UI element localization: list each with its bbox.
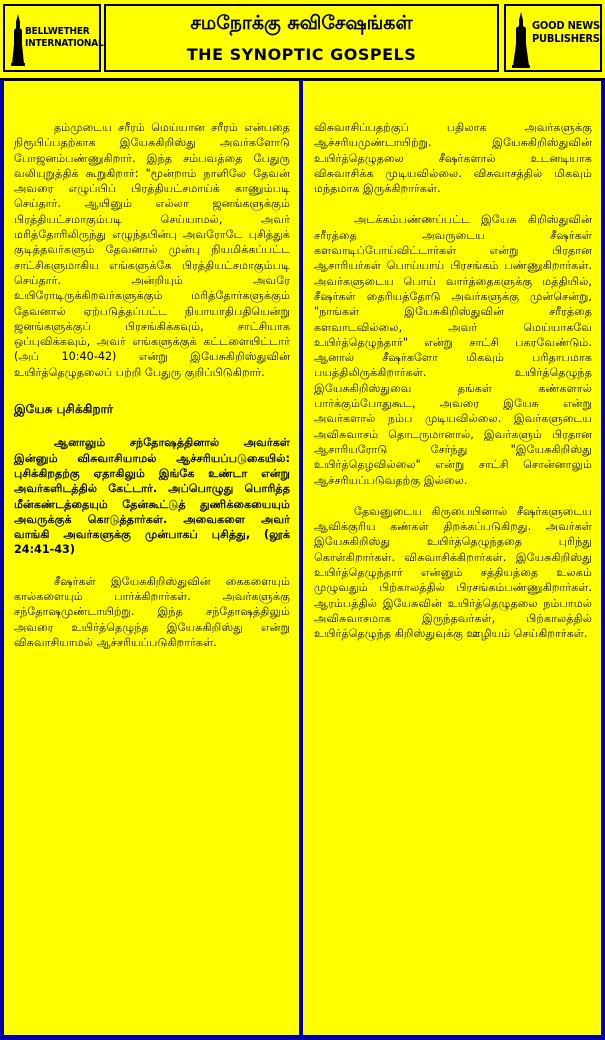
- right-border: [601, 80, 605, 1040]
- left-border: [0, 80, 4, 1040]
- good-news-logo-text: GOOD NEWS PUBLISHERS: [532, 19, 600, 45]
- paragraph: தம்முடைய சரீரம் மெய்யான சரீரம் என்பதை நிரூபிப்பதற்காக இயேசுகிறிஸ்து அவர்களோடு போஜனம்பண்ணுகிறார். இந்த சம்பவத்தை பேதுரு வலியுறுத்திக் கூறுகிறார்: "மூன்றாம் நாளிலே தேவன் அவரை எழுப்பிப் பிரத்தியட்சமாய்க் காணும்படி செய்தார். ஆயினும் எல்லா ஜனங்களுக்கும் பிரத்தியட்சமாகும்படி செய்யாமல், அவர் மரித்தோரிலிருந்து எழுந்தபின்பு அவரோடே புசித்துக் குடித்தவர்களும் தேவனால் முன்பு நியமிக்கப்பட்ட சாட்சிகளுமாகிய எங்களுக்கே பிரத்தியட்சமாகும்படி செய்தார். அன்றியும் அவரே உயிரோடிருக்கிறவர்களுக்கும் மரித்தோர்களுக்கும் தேவனால் ஏற்படுத்தப்பட்ட நியாயாதிபதியென்று ஜனங்களுக்குப் பிரசங்கிக்கவும், சாட்சியாக ஒப்புவிக்கவும், அவர் எங்களுக்குக் கட்டளையிட்டார் (அப் 10:40-42) என்று இயேசுகிறிஸ்துவின் உயிர்த்தெழுதலைப் பற்றி பேதுரு குறிப்பிடுகிறார்.: [14, 121, 290, 379]
- section-heading: இயேசு புசிக்கிறார்: [14, 402, 114, 417]
- header: [0, 0, 605, 81]
- page-title-tamil: சமநோக்கு சுவிசேஷங்கள்: [190, 12, 413, 34]
- bellwether-logo-text: BELLWETHER INTERNATIONAL: [25, 26, 104, 49]
- tower-icon: [512, 12, 530, 68]
- title-box: [104, 4, 499, 72]
- good-news-logo: [504, 4, 602, 72]
- paragraph: தேவனுடைய கிருபையினால் சீஷர்களுடைய ஆவிக்குரிய கண்கள் திறக்கப்படுகிறது. அவர்கள் இயேசுகிறிஸ்து உயிர்த்தெழுந்ததை புரிந்து கொள்கிறார்கள். விசுவாசிக்கிறார்கள். இயேசுகிறிஸ்து உயிர்த்தெழுந்தார் என்னும் சத்தியத்தை உலகம் முழுவதும் பிற்காலத்தில் பிரசங்கம்பண்ணுகிறார்கள். ஆரம்பத்தில் இயேசுவின் உயிர்த்தெழுதலை நம்பாமல் அவிசுவாசமாக இருந்தவர்கள், பிற்காலத்தில் உயிர்த்தெழுந்த கிறிஸ்துவுக்கு ஊழியம் செய்கிறார்கள்.: [314, 504, 592, 641]
- paragraph: விசுவாசிப்பதற்குப் பதிலாக அவர்களுக்கு ஆச்சரியமுண்டாயிற்று. இயேசுகிறிஸ்துவின் உயிர்த்தெழுதலை சீஷர்களால் உடனடியாக விசுவாசிக்க முடியவில்லை. விசுவாசத்தில் மிகவும் மந்தமாக இருக்கிறார்கள்.: [314, 121, 592, 196]
- scripture-quote: ஆனாலும் சந்தோஷத்தினால் அவர்கள் இன்னும் விசுவாசியாமல் ஆச்சரியப்படுகையில்: புசிக்கிறதற்கு ஏதாகிலும் இங்கே உண்டா என்று அவர்களிடத்தில் கேட்டார். அப்பொழுது பொரித்த மீன்கண்டத்தையும் தேன்கூட்டுத் துணிக்கையையும் அவருக்குக் கொடுத்தார்கள். அவைகளை அவர் வாங்கி அவர்களுக்கு முன்பாகப் புசித்து, (லூக் 24:41-43): [14, 436, 290, 557]
- paragraph: சீஷர்கள் இயேசுகிறிஸ்துவின் கைகளையும் கால்களையும் பார்க்கிறார்கள். அவர்களுக்கு சந்தோஷமுண்டாயிற்று. இந்த சந்தோஷத்திலும் அவரை உயிர்த்தெழுந்த இயேசுகிறிஸ்து என்று விசுவாசியாமல் ஆச்சரியப்படுகிறார்கள்.: [14, 574, 290, 649]
- left-column: [14, 120, 290, 666]
- tower-icon: [11, 14, 25, 66]
- bottom-border: [0, 1035, 605, 1040]
- bellwether-logo: [3, 4, 104, 72]
- center-divider: [299, 80, 303, 1040]
- right-column: [314, 120, 592, 658]
- paragraph: அடக்கம்பண்ணப்பட்ட இயேசு கிறிஸ்துவின் சரீரத்தை அவருடைய சீஷர்கள் களவாடிப்போய்விட்டார்கள் என்று பிரதான ஆசாரியர்கள் பொய்யாய் பிரசங்கம் பண்ணுகிறார்கள். அவர்களுடைய பொய் வார்த்தைகளுக்கு மத்தியில், சீஷர்கள் தைரியத்தோடு அவர்களுக்கு முன்சென்று, "நாங்கள் இயேசுகிறிஸ்துவின் சரீரத்தை களவாடவில்லை, அவர் மெய்யாகவே உயிர்த்தெழுந்தார்" என்று சாட்சி பகரவேண்டும். ஆனால் சீஷர்களோ மிகவும் பரிதாபமாக பயத்திலிருக்கிறார்கள். உயிர்த்தெழுந்த இயேசுகிறிஸ்துவை தங்கள் கண்களால் பார்க்கும்போதுகூட, அவரை இயேசு என்று அவர்களால் நம்ப முடியவில்லை. இவர்களுடைய அவிசுவாசம் தொடருமானால், இவர்களும் பிரதான ஆசாரியரோடு சேர்ந்து "இயேசுகிறிஸ்து உயிர்த்தெழவில்லை" என்று சாட்சி சொன்னாலும் ஆச்சரியப்படுவதற்கு இல்லை.: [314, 213, 592, 487]
- page-title-english: THE SYNOPTIC GOSPELS: [186, 45, 417, 64]
